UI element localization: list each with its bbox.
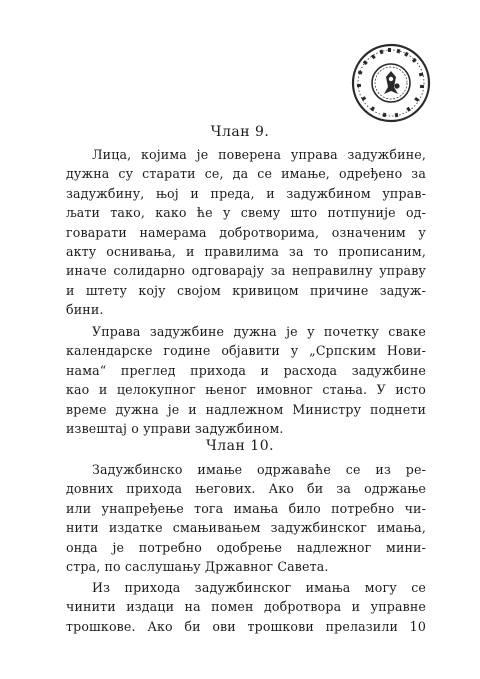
text-line: иначе солидарно одговарају за неправилну управу — [66, 263, 426, 279]
text-line: нама“ преглед прихода и расхода задужбине — [66, 362, 426, 378]
text-line: и штету коју својом кривицом причине задуж- — [66, 282, 426, 298]
article-10-paragraph-2 — [66, 578, 426, 636]
text-line: Управа задужбине дужна је у почетку сваке — [92, 324, 426, 339]
text-line: чинити издаци на помен добротвора и управне — [66, 599, 426, 615]
article-9-paragraph-1 — [66, 145, 426, 320]
library-seal-icon — [350, 42, 432, 124]
article-9-heading: Члан 9. — [210, 124, 270, 140]
text-line: онда је потребно одобрење надлежног мини- — [66, 539, 426, 555]
text-line: нити издатке смањивањем задужбинског имања, — [66, 520, 426, 536]
text-line: или унапређење тога имања било потребно чи- — [66, 500, 426, 516]
text-line: дужна су старати се, да се имање, одређено за — [66, 166, 426, 182]
text-line: љати тако, како ће у свему што потпуније од- — [66, 205, 426, 221]
text-line: календарске године објавити у „Српским Нови- — [66, 343, 426, 359]
text-line: Задужбинско имање одржаваће се из ре- — [92, 462, 426, 477]
article-9-paragraph-2 — [66, 322, 426, 438]
article-10-heading: Члан 10. — [205, 438, 275, 454]
text-line: акту оснивања, и правилима за то прописаним, — [66, 243, 426, 259]
text-line: трошкове. Ако би ови трошкови прелазили 10 — [66, 618, 426, 634]
text-line: задужбину, њој и преда, и задужбином управ- — [66, 185, 426, 201]
text-line: Из прихода задужбинског имања могу се — [92, 580, 426, 595]
text-line: Лица, којима је поверена управа задужбине, — [92, 147, 426, 162]
text-line: као и целокупног њеног имовног стања. У исто — [66, 382, 426, 398]
text-line: говарати намерама добротворима, означеним у — [66, 224, 426, 240]
article-10-paragraph-1 — [66, 460, 426, 576]
text-line: бини. — [66, 302, 104, 318]
text-line: довних прихода његових. Ако би за одржање — [66, 481, 426, 497]
text-line: стра, по саслушању Државног Савета. — [66, 558, 329, 574]
text-line: извештај о управи задужбином. — [66, 420, 284, 436]
text-line: време дужна је и надлежном Министру поднети — [66, 401, 426, 417]
